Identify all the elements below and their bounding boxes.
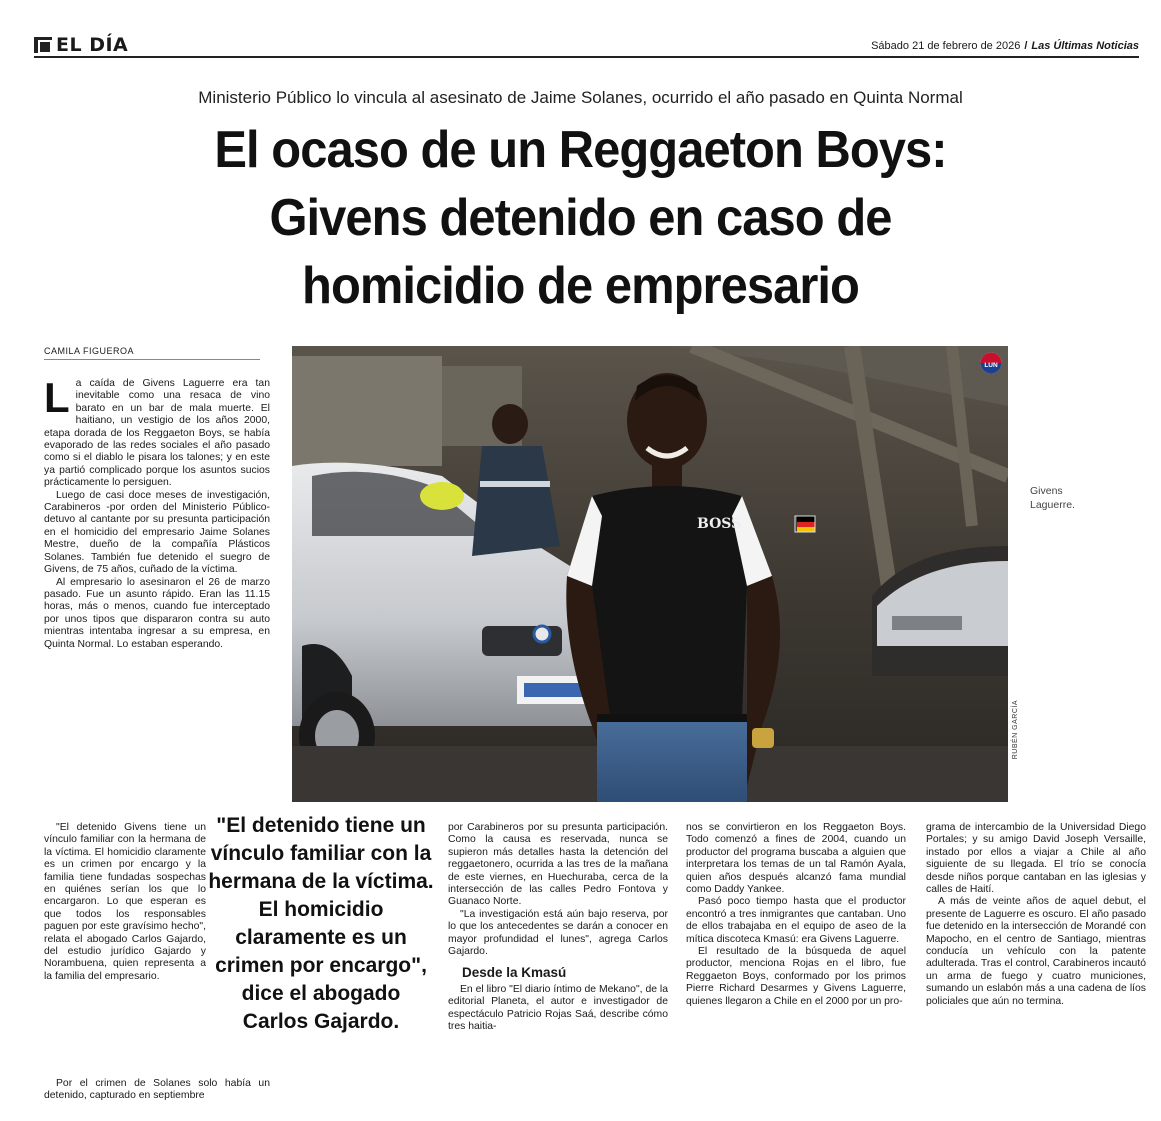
col4-paragraph-2: Pasó poco tiempo hasta que el productor encontró a tres inmigrantes que cantaban. Uno de ellos trabajaba en el equipo de aseo de la mítica discoteca Kmasú: era Givens Laguerre. [686, 896, 906, 945]
column-3 [448, 822, 668, 1034]
section-name: EL DÍA [56, 34, 129, 56]
photo-caption: Givens Laguerre. [1030, 485, 1075, 511]
byline: CAMILA FIGUEROA [44, 346, 260, 360]
col3-paragraph-3: En el libro "El diario íntimo de Mekano", de la editorial Planeta, el autor e investigador de espectáculo Patricio Rojas Saá, describe cómo tres haitia- [448, 983, 668, 1033]
logo-badge-text: LUN [984, 362, 998, 369]
headline-line-1: El ocaso de un Reggaeton Boys: [214, 121, 947, 179]
lead-paragraph-1-text: a caída de Givens Laguerre era tan inevitable como una resaca de vino barato en un bar de mala muerte. El haitiano, un vestigio de los años 2000, etapa dorada de los Reggaeton Boys, se había evaporado de las redes sociales el año pasado como si el diablo le pisara los talones; y en este ya partió complicado porque los asuntos sucios prácticamente lo persiguen. [44, 378, 270, 489]
headline-line-2: Givens detenido en caso de [269, 189, 892, 247]
page-header [34, 34, 1139, 58]
shirt-logo-text: BOSS [697, 516, 742, 532]
col5-paragraph-1: grama de intercambio de la Universidad Diego Portales; y su amigo David Joseph Versaille, instado por ellos a viajar a Chile al año siguiente de su llegada. El trío se conocía desde niños porque cantaban en las iglesias y calles de Haití. [926, 822, 1146, 896]
lead-paragraph-2: Luego de casi doce meses de investigación, Carabineros -por orden del Ministerio Público- detuvo al cantante por su presunta participación en el homicidio del empresario Jaime Solanes Mestre, dueño de la compañía Plásticos Solanes. También fue detenido el suegro de Givens, de 75 años, cuñado de la víctima. [44, 489, 270, 576]
narrow-column [44, 822, 206, 983]
column-5 [926, 822, 1146, 1008]
column-4 [686, 822, 906, 1008]
photo-credit: RUBÉN GARCÍA [1012, 700, 1019, 760]
narrow-paragraph-2: Por el crimen de Solanes solo había un detenido, capturado en septiembre [44, 1078, 270, 1102]
subhead-kmasu: Desde la Kmasú [462, 965, 567, 981]
section-label [34, 34, 128, 56]
dateline [871, 40, 1139, 52]
issue-date: Sábado 21 de febrero de 2026 [871, 40, 1021, 52]
drop-cap: L [44, 374, 70, 421]
narrow-paragraph-1: "El detenido Givens tiene un vínculo familiar con la hermana de la víctima. El homicidio claramente es un crimen por encargo y la familia tiene fundadas sospechas en quiénes serían los que lo encargaron. Lo que esperan es que todos los responsables paguen por este gravísimo hecho", relata el abogado Carlos Gajardo, del estudio jurídico Gajardo y Norambuena, quien representa a la familia del empresario. [44, 822, 206, 982]
col3-paragraph-2: "La investigación está aún bajo reserva, por lo que los antecedentes se darán a conocer en mayor profundidad el lunes", agrega Carlos Gajardo. [448, 908, 668, 958]
lead-paragraph-3: Al empresario lo asesinaron el 26 de marzo pasado. Fue un asunto rápido. Eran las 11.15 horas, más o menos, cuando fue interceptado por unos tipos que dispararon contra su auto mientras intentaba ingresar a su empresa, en Quinta Normal. Lo estaban esperando. [44, 576, 270, 650]
headline-line-3: homicidio de empresario [302, 257, 859, 315]
lead-column [44, 374, 270, 651]
col4-paragraph-3: El resultado de la búsqueda de aquel productor, menciona Rojas en el libro, fue Reggaeton Boys, conformado por los primos Pierre Richard Desarmes y Givens Laguerre, quienes llegaron a Chile en el 2000 por un pro- [686, 946, 906, 1007]
article-kicker: Ministerio Público lo vincula al asesinato de Jaime Solanes, ocurrido el año pasado en Quinta Normal [198, 88, 963, 107]
publication-name: Las Últimas Noticias [1031, 40, 1139, 52]
pull-quote: "El detenido tiene un vínculo familiar con la hermana de la víctima. El homicidio claramente es un crimen por encargo", dice el abogado Carlos Gajardo. [208, 814, 434, 1033]
publication-logo-icon [980, 352, 1002, 374]
article-headline [35, 116, 1126, 320]
article-photo [292, 346, 1008, 802]
col5-paragraph-2: A más de veinte años de aquel debut, el presente de Laguerre es oscuro. El año pasado fue detenido en la intersección de Morandé con Mapocho, en el centro de Santiago, mientras conducía un vehículo con la patente adulterada. Tras el control, Carabineros incautó un arma de fuego y cuatro municiones, sumando un eslabón más a una cadena de líos policiales que aún no termina. [926, 896, 1146, 1007]
col3-paragraph-1: por Carabineros por su presunta participación. Como la causa es reservada, nunca se supieron más detalles hasta la detención del reggaetonero, ocurrida a las tres de la mañana de este viernes, en Huechuraba, cerca de la intersección de las calles Pedro Fontova y Guanaco Norte. [448, 822, 668, 908]
col4-paragraph-1: nos se convirtieron en los Reggaeton Boys. Todo comenzó a fines de 2004, cuando un productor del programa buscaba a alguien que interpretara los temas de un tal Ramón Ayala, quien años después alcanzó fama mundial como Daddy Yankee. [686, 822, 906, 896]
section-icon [34, 37, 52, 53]
lead-paragraph-1 [44, 374, 270, 490]
photo-illustration [292, 346, 1008, 802]
narrow-column-tail [44, 1078, 270, 1103]
dateline-separator: / [1024, 40, 1028, 52]
